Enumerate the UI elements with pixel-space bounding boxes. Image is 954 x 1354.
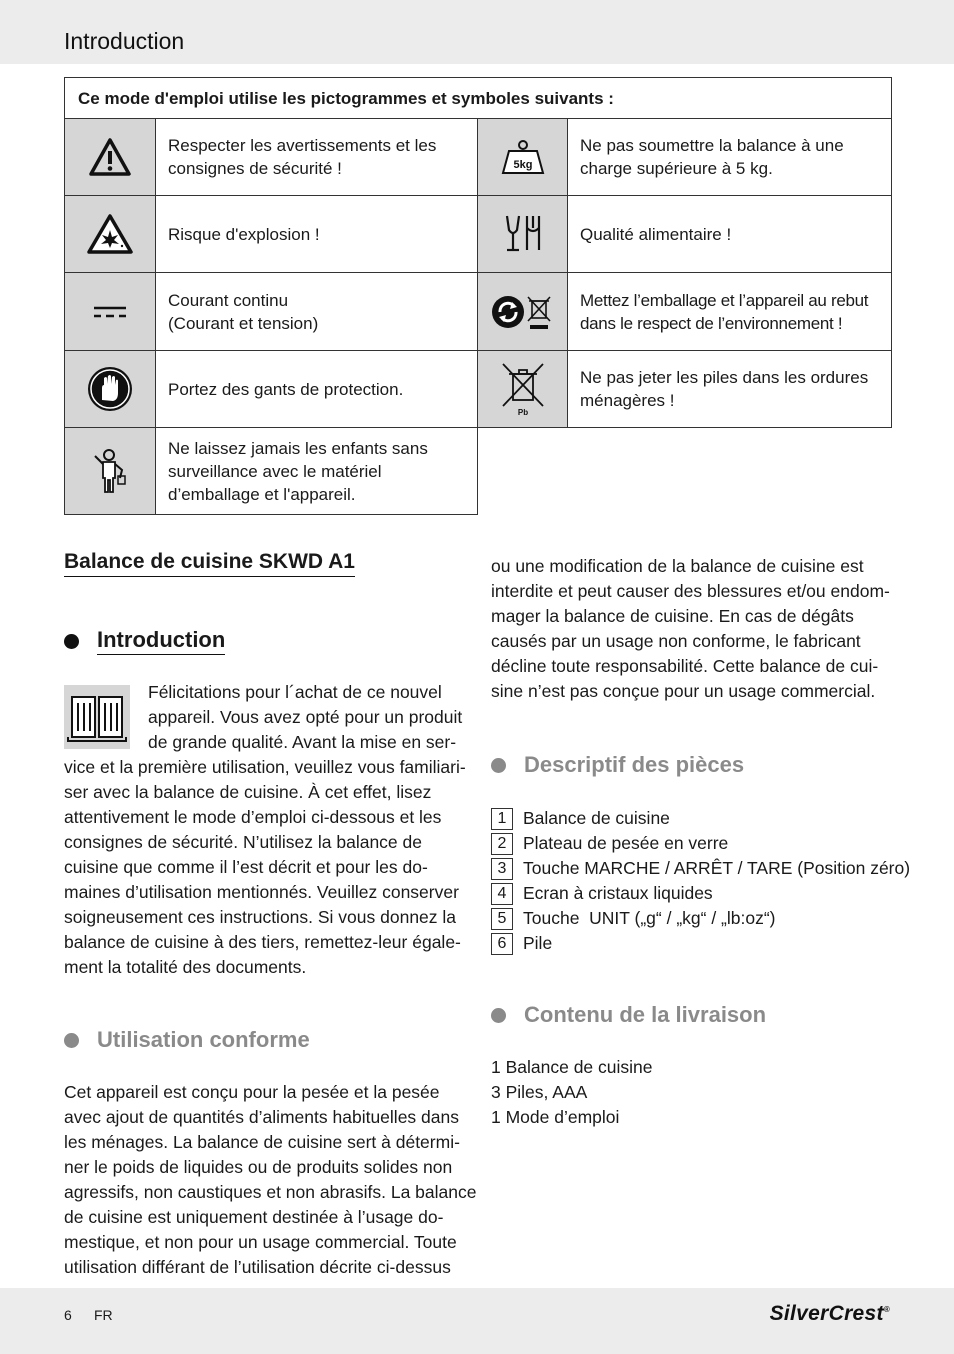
list-item — [491, 831, 910, 856]
pictogram-text: Risque d'explosion ! — [156, 196, 478, 273]
bullet-dot — [491, 1008, 506, 1023]
text-line: avec ajout de quantités d’aliments habituelles dans — [64, 1107, 459, 1127]
text-line: de grande qualité. Avant la mise en ser- — [148, 732, 457, 752]
food-safe-icon — [478, 196, 568, 273]
bullet-dot — [491, 758, 506, 773]
pictogram-text: Portez des gants de protection. — [156, 351, 478, 428]
page-number: 6 — [64, 1307, 72, 1323]
section-heading-introduction — [64, 627, 225, 655]
list-item: 1 Mode d’emploi — [491, 1107, 620, 1127]
gloves-icon — [65, 351, 156, 428]
language-code: FR — [94, 1307, 113, 1323]
text-line: agressifs, non caustiques et non abrasifs. La balance — [64, 1182, 477, 1202]
pictogram-text: Respecter les avertissements et les consignes de sécurité ! — [156, 119, 478, 196]
pictogram-table — [64, 77, 892, 515]
text-line: ment la totalité des documents. — [64, 957, 307, 977]
pictogram-text: Qualité alimentaire ! — [568, 196, 892, 273]
bullet-dot — [64, 1033, 79, 1048]
text-line: ser avec la balance de cuisine. À cet effet, lisez — [64, 782, 432, 802]
text-line: mestique, et non pour un usage commercial. Toute — [64, 1232, 457, 1252]
text-line: attentivement le mode d’emploi ci-dessous et les — [64, 807, 442, 827]
pictogram-table-heading: Ce mode d'emploi utilise les pictogrammes et symboles suivants : — [65, 78, 892, 119]
part-label: Touche MARCHE / ARRÊT / TARE (Position zéro) — [523, 858, 911, 878]
text-line: utilisation différant de l’utilisation décrite ci-dessus — [64, 1257, 451, 1277]
part-number: 3 — [491, 858, 513, 880]
parts-list — [491, 806, 910, 956]
part-number: 6 — [491, 933, 513, 955]
part-label: Pile — [523, 933, 553, 953]
part-number: 5 — [491, 908, 513, 930]
intro-text-beside-icon — [148, 680, 462, 755]
crossed-bin-icon — [478, 351, 568, 428]
part-label: Plateau de pesée en verre — [523, 833, 729, 853]
list-item: 1 Balance de cuisine — [491, 1057, 653, 1077]
text-line: mager la balance de cuisine. En cas de dégâts — [491, 606, 854, 626]
pictogram-text: Courant continu (Courant et tension) — [156, 273, 478, 351]
direct-current-icon — [65, 273, 156, 351]
section-title: Utilisation conforme — [97, 1027, 310, 1052]
page-title: Introduction — [64, 28, 185, 54]
weight-icon-label: 5kg — [513, 159, 532, 171]
text-line: soigneusement ces instructions. Si vous donnez la — [64, 907, 457, 927]
brand-logo — [770, 1302, 890, 1326]
section-heading-utilisation — [64, 1027, 310, 1053]
text-line: consignes de sécurité. N’utilisez la balance de — [64, 832, 422, 852]
text-line: décline toute responsabilité. Cette balance de cui- — [491, 656, 879, 676]
section-title: Descriptif des pièces — [524, 752, 745, 777]
text-line: causés par un usage non conforme, le fabricant — [491, 631, 861, 651]
list-item — [491, 881, 910, 906]
intro-text — [64, 755, 466, 980]
section-heading-contenu — [491, 1002, 766, 1028]
text-line: ner le poids de liquides ou de produits solides non — [64, 1157, 453, 1177]
text-line: appareil. Vous avez opté pour un produit — [148, 707, 463, 727]
text-line: Félicitations pour l´achat de ce nouvel — [148, 682, 442, 702]
part-label: Touche UNIT („g“ / „kg“ / „lb:oz“) — [523, 908, 776, 928]
text-line: vice et la première utilisation, veuillez vous familiari- — [64, 757, 466, 777]
text-line: ou une modification de la balance de cuisine est — [491, 556, 864, 576]
contenu-list — [491, 1055, 653, 1130]
explosion-warning-icon — [65, 196, 156, 273]
text-line: maines d’utilisation mentionnés. Veuillez conserver — [64, 882, 459, 902]
text-line: sine n’est pas conçue pour un usage commercial. — [491, 681, 876, 701]
text-line: les ménages. La balance de cuisine sert à détermi- — [64, 1132, 460, 1152]
part-label: Balance de cuisine — [523, 808, 670, 828]
text-line: de cuisine est uniquement destinée à l’usage do- — [64, 1207, 444, 1227]
part-number: 1 — [491, 808, 513, 830]
section-heading-descriptif — [491, 752, 744, 778]
text-line: interdite et peut causer des blessures et/ou endom- — [491, 581, 890, 601]
utilisation-text-continued — [491, 554, 890, 704]
list-item — [491, 806, 910, 831]
child-warning-icon — [65, 428, 156, 515]
list-item — [491, 931, 910, 956]
brand-name: SilverCrest — [769, 1302, 884, 1325]
recycling-icon — [478, 273, 568, 351]
read-manual-icon — [64, 685, 130, 749]
section-title: Introduction — [97, 627, 225, 655]
pictogram-text: Mettez l’emballage et l’appareil au rebut dans le respect de l’environnement ! — [568, 273, 892, 351]
list-item — [491, 856, 910, 881]
header-band — [0, 0, 954, 64]
pictogram-text: Ne laissez jamais les enfants sans surveillance avec le matériel d’emballage et l'appareil. — [156, 428, 478, 515]
pictogram-text: Ne pas soumettre la balance à une charge supérieure à 5 kg. — [568, 119, 892, 196]
list-item — [491, 906, 910, 931]
text-line: balance de cuisine à des tiers, remettez-leur égale- — [64, 932, 461, 952]
registered-mark: ® — [883, 1305, 890, 1314]
part-number: 2 — [491, 833, 513, 855]
section-title: Contenu de la livraison — [524, 1002, 767, 1027]
text-line: cuisine que comme il l’est décrit et pour les do- — [64, 857, 428, 877]
bin-icon-label: Pb — [517, 408, 528, 417]
pictogram-text: Ne pas jeter les piles dans les ordures ménagères ! — [568, 351, 892, 428]
weight-5kg-icon — [478, 119, 568, 196]
utilisation-text — [64, 1080, 476, 1280]
bullet-dot — [64, 634, 79, 649]
list-item: 3 Piles, AAA — [491, 1082, 588, 1102]
warning-triangle-icon — [65, 119, 156, 196]
part-label: Ecran à cristaux liquides — [523, 883, 713, 903]
part-number: 4 — [491, 883, 513, 905]
model-heading: Balance de cuisine SKWD A1 — [64, 550, 355, 577]
text-line: Cet appareil est conçu pour la pesée et la pesée — [64, 1082, 440, 1102]
